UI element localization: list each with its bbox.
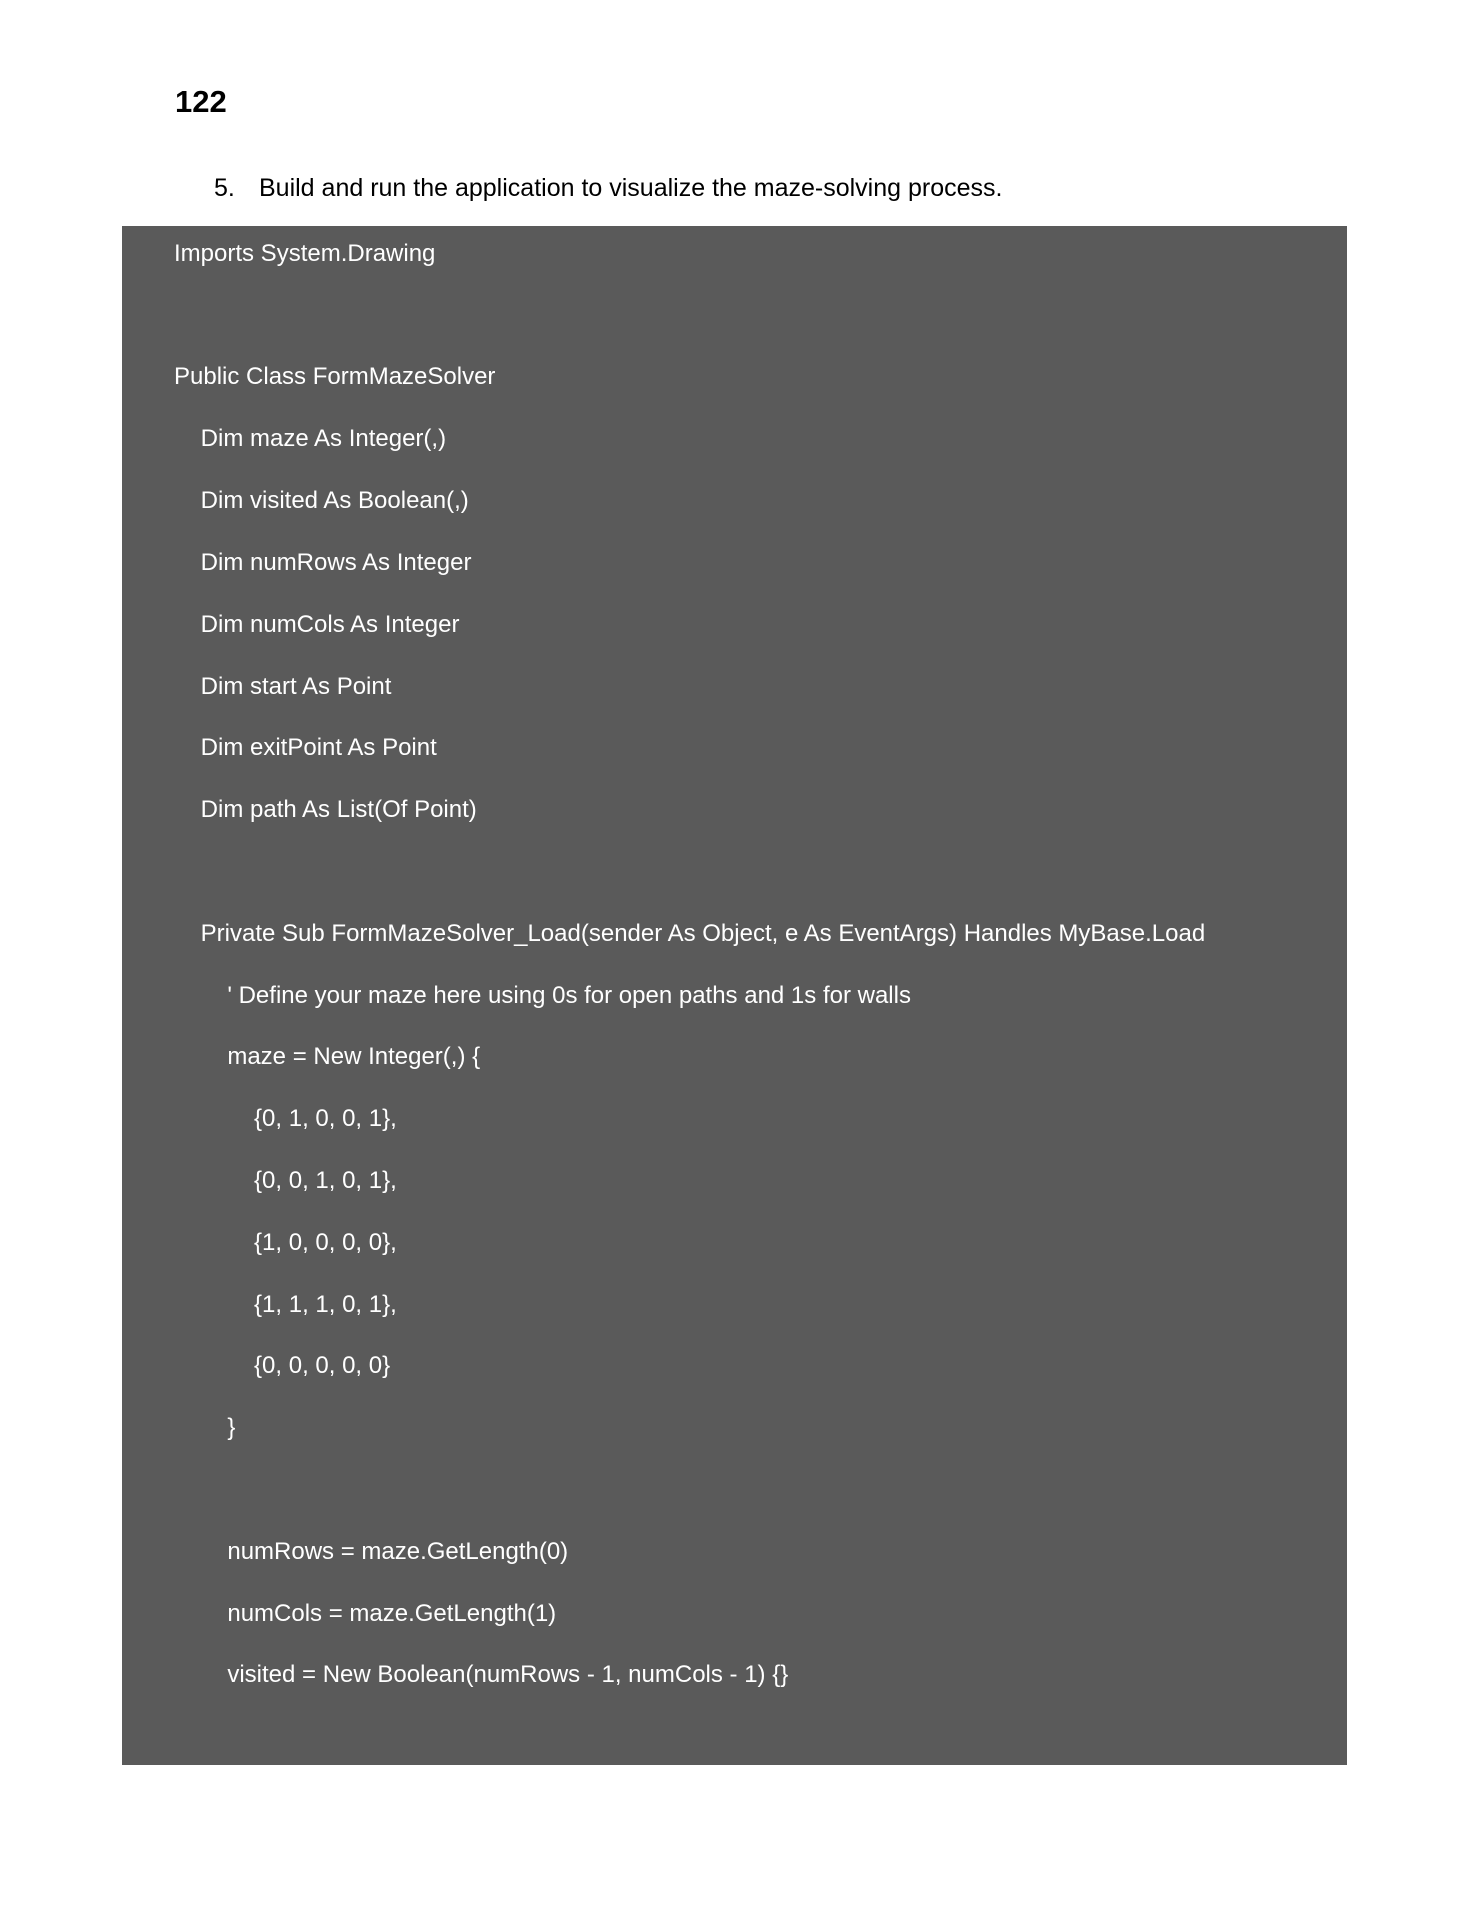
code-line: Dim start As Point: [174, 673, 392, 700]
code-line: Dim numRows As Integer: [174, 549, 472, 576]
code-line: Public Class FormMazeSolver: [174, 363, 496, 390]
code-line: ' Define your maze here using 0s for open paths and 1s for walls: [174, 982, 911, 1009]
code-line: numRows = maze.GetLength(0): [174, 1538, 569, 1565]
code-line: {0, 0, 0, 0, 0}: [174, 1352, 391, 1379]
code-line: visited = New Boolean(numRows - 1, numCols - 1) {}: [174, 1661, 789, 1688]
code-line: {1, 0, 0, 0, 0},: [174, 1229, 397, 1256]
step-number: 5.: [214, 174, 235, 202]
code-line: {1, 1, 1, 0, 1},: [174, 1291, 397, 1318]
code-line: numCols = maze.GetLength(1): [174, 1600, 557, 1627]
code-line: Dim exitPoint As Point: [174, 734, 437, 761]
code-line: maze = New Integer(,) {: [174, 1043, 481, 1070]
code-line: Imports System.Drawing: [174, 240, 436, 267]
code-line: {0, 0, 1, 0, 1},: [174, 1167, 397, 1194]
code-line: Dim visited As Boolean(,): [174, 487, 469, 514]
code-line: Private Sub FormMazeSolver_Load(sender As Object, e As EventArgs) Handles MyBase.Load: [174, 920, 1206, 947]
step-text: Build and run the application to visualize the maze-solving process.: [259, 174, 1003, 202]
page-number: 122: [175, 84, 227, 119]
code-line: }: [174, 1414, 236, 1441]
code-line: {0, 1, 0, 0, 1},: [174, 1105, 397, 1132]
code-line: Dim path As List(Of Point): [174, 796, 477, 823]
code-block: [122, 226, 1347, 1765]
code-line: Dim numCols As Integer: [174, 611, 460, 638]
step-item: [214, 176, 1002, 201]
code-line: Dim maze As Integer(,): [174, 425, 447, 452]
